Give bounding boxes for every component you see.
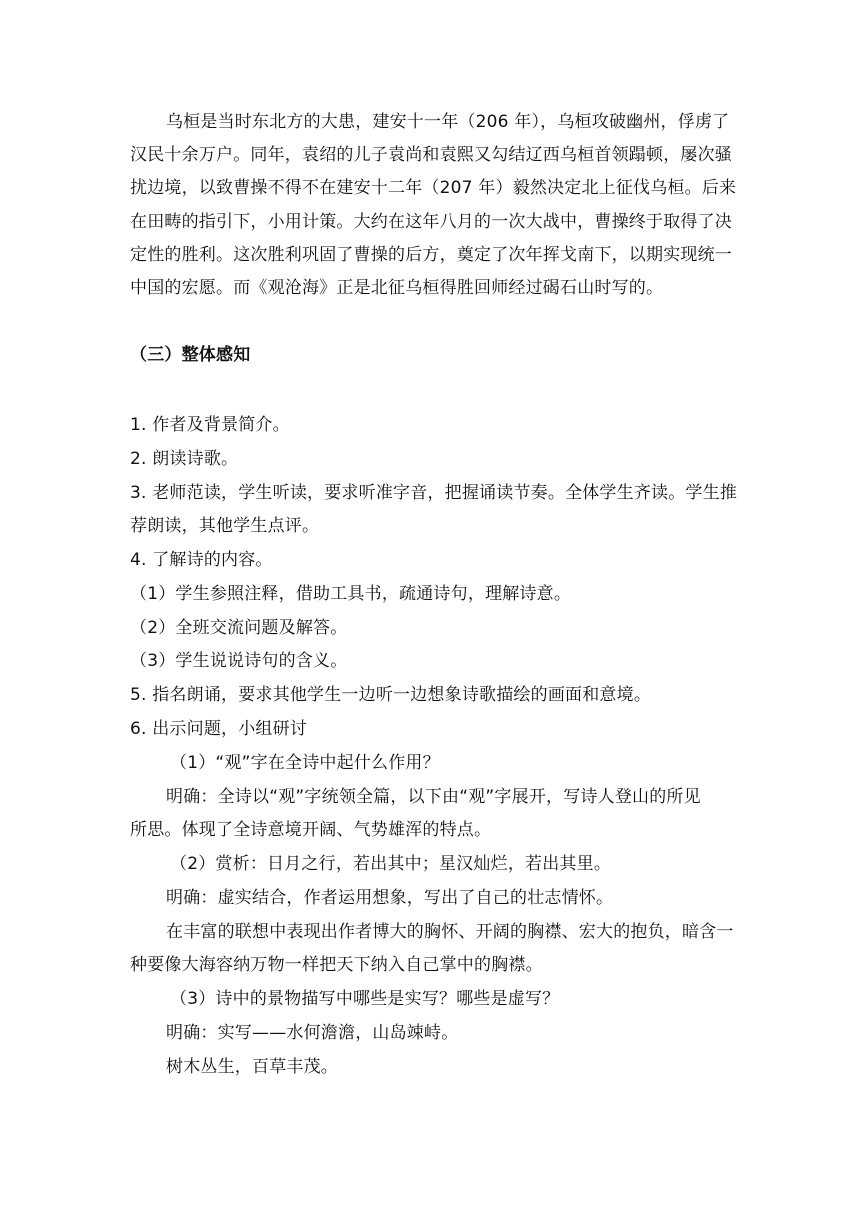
question-2: （2）赏析：日月之行，若出其中；星汉灿烂，若出其里。 — [170, 854, 612, 874]
answer-1-line-2: 所思。体现了全诗意境开阔、气势雄浑的特点。 — [130, 820, 492, 840]
list-item-3-line-1: 3. 老师范读，学生听读，要求听准字音，把握诵读节奏。全体学生齐读。学生推 — [130, 483, 738, 503]
answer-2: 明确：虚实结合，作者运用想象，写出了自己的壮志情怀。 — [166, 888, 614, 908]
question-1: （1）“观”字在全诗中起什么作用？ — [170, 753, 440, 773]
answer-2-extension-line-2: 种要像大海容纳万物一样把天下纳入自己掌中的胸襟。 — [130, 955, 543, 975]
paragraph1-line-4: 在田畴的指引下，小用计策。大约在这年八月的一次大战中，曹操终于取得了决 — [130, 212, 732, 232]
list-item-6: 6. 出示问题，小组研讨 — [130, 719, 308, 739]
answer-3-line-2: 树木丛生，百草丰茂。 — [166, 1057, 338, 1077]
paragraph1-line-6: 中国的宏愿。而《观沧海》正是北征乌桓得胜回师经过碣石山时写的。 — [130, 278, 664, 298]
paragraph1-line-1: 乌桓是当时东北方的大患，建安十一年（206 年），乌桓攻破幽州，俘虏了 — [166, 112, 730, 132]
list-item-2: 2. 朗读诗歌。 — [130, 449, 239, 469]
answer-1-line-1: 明确：全诗以“观”字统领全篇，以下由“观”字展开，写诗人登山的所见 — [166, 787, 701, 807]
list-item-5: 5. 指名朗诵，要求其他学生一边听一边想象诗歌描绘的画面和意境。 — [130, 685, 652, 705]
list-item-3-line-2: 荐朗读，其他学生点评。 — [130, 516, 320, 536]
question-3: （3）诗中的景物描写中哪些是实写？哪些是虚写？ — [170, 989, 560, 1009]
answer-3-line-1: 明确：实写——水何澹澹，山岛竦峙。 — [166, 1023, 459, 1043]
paragraph1-line-2: 汉民十余万户。同年，袁绍的儿子袁尚和袁熙又勾结辽西乌桓首领蹋顿，屡次骚 — [130, 145, 732, 165]
list-item-1: 1. 作者及背景简介。 — [130, 415, 290, 435]
list-item-4: 4. 了解诗的内容。 — [130, 550, 273, 570]
paragraph1-line-3: 扰边境，以致曹操不得不在建安十二年（207 年）毅然决定北上征伐乌桓。后来 — [130, 178, 737, 198]
answer-2-extension-line-1: 在丰富的联想中表现出作者博大的胸怀、开阔的胸襟、宏大的抱负，暗含一 — [166, 922, 734, 942]
paragraph1-line-5: 定性的胜利。这次胜利巩固了曹操的后方，奠定了次年挥戈南下，以期实现统一 — [130, 245, 732, 265]
list-subitem-3: （3）学生说说诗句的含义。 — [130, 651, 348, 671]
list-subitem-2: （2）全班交流问题及解答。 — [130, 618, 348, 638]
list-subitem-1: （1）学生参照注释，借助工具书，疏通诗句，理解诗意。 — [130, 584, 572, 604]
section-heading: （三）整体感知 — [130, 345, 251, 365]
